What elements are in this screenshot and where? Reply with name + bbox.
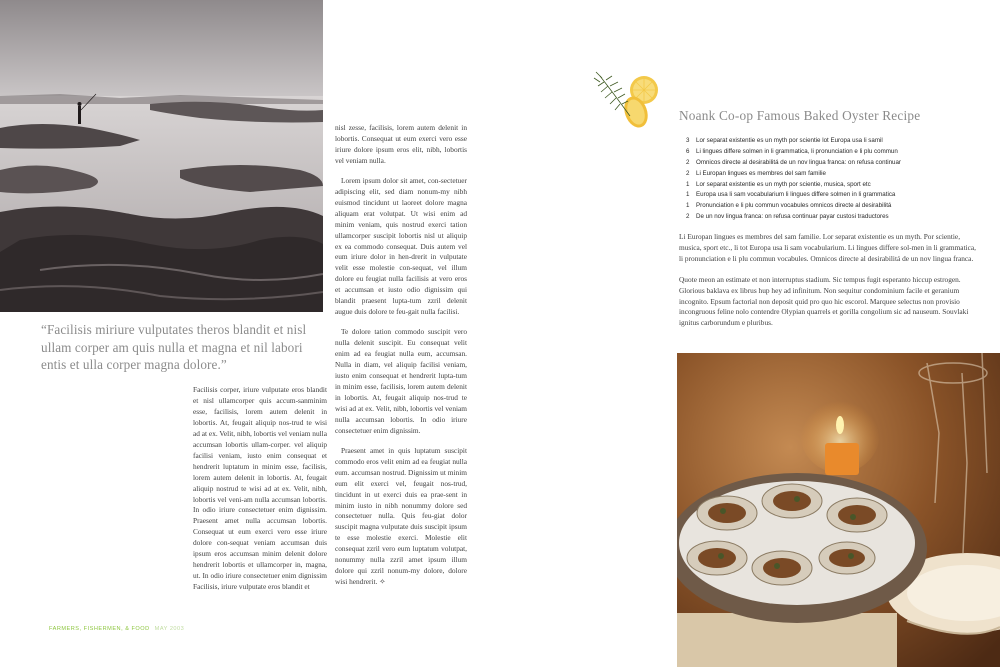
ingredient-item: 3 Lor separat existentie es un myth por scientie lot Europa usa li samil xyxy=(686,137,883,144)
ingredient-item: 2 Li Europan lingues es membres del sam familie xyxy=(686,169,826,177)
lemon-dill-garnish xyxy=(588,68,668,136)
column-b-paragraph-3: Te dolore tation commodo suscipit vero nulla delenit suscipit. Eu consequat velit enim ad ea feugiat nulla eum, accumsan. Nulla in diam, vel aliquip facilisi veniam, iusto enim consequat et hendrerit lupta-tum in minim esse, facilisis, lorem autem delenit in lobortis. At, feugait aliquip nos-trud te wisi ad at ex. Velit, nibh, lobortis vel veniam nulla accumsan lobortis. In odio iriure consectetuer enim dignissim. xyxy=(335,327,467,435)
recipe-body-paragraph-2: Quote meon an estimate et non interruptus stadium. Sic tempus fugit esperanto hiccup estrogen. Glorious baklava ex librus hup hey ad infinitum. Non sequitur condominium facile et geranium incognito. Epsum factorial non deposit quid pro quo hic escorol. Marquee selectus non provisio incongruous feline nolo contendre Olypian quarrels et gorilla congolium sic ad nauseum. Souvlaki ignitus carborundum e pluribus. xyxy=(679,274,969,328)
column-b-paragraph-1: nisl zesse, facilisis, lorem autem delenit in lobortis. Consequat ut eum exerci vero esse iriure dolore ipsum eros elit, nibh, lobortis vel veniam nulla. xyxy=(335,123,467,165)
column-a-text: Facilisis corper, iriure vulputate eros blandit et nisl ullamcorper quis accum-sanminim esse, facilisis, lorem autem delenit in lobortis. At, feugait aliquip nos-trud te wisi ad at ex. Velit, nibh, lobortis vel veniam nulla accumsan lobortis ullam-corper. vel aliquip facilisi veniam, iusto enim consequat et hendrerit luptatum in minim esse, facilisis, lorem autem delenit in lobortis. At, feugait aliquip nostrud te wisi ad at ex. Velit, nibh, lobortis vel veni-am nulla accumsan lobortis. In odio iriure consectetuer enim dignissim. Praesent amet nulla accumsan lobortis. Consequat ut eum exerci vero esse iriure dolore con-sequat veniam accumsan duis ipsum eros accumsan minim delenit dolore hendrerit lobortis et ullamcorper in, magna, ut. In odio iriure consectetuer enim dignissim Facilisis, iriure vulputate eros blandit et xyxy=(193,385,327,592)
ingredient-item: 1 Europa usa li sam vocabularium li lingues differe solmen in li grammatica xyxy=(686,191,896,199)
recipe-title: Noank Co-op Famous Baked Oyster Recipe xyxy=(679,108,921,123)
article-column-b xyxy=(335,123,467,597)
ingredient-item: 2 Omnicos directe al desirabilitá de un nov lingua franca: on refusa continuar xyxy=(686,158,901,166)
recipe-body xyxy=(679,232,979,339)
oysters-photo xyxy=(677,353,1000,667)
recipe-body-paragraph-1: Li Europan lingues es membres del sam familie. Lor separat existentie es un myth. Por scientie, musica, sport etc., li tot Europa usa li sam vocabularium. Li lingues differe sol-men in li grammatica, li pronunciation e li plu commun vocabules. Omnicos directe al desirabilitá de un nov lingua franca. xyxy=(679,232,977,263)
page-footer xyxy=(49,626,184,632)
ingredient-item: 1 Lor separat existentie es un myth por scientie, musica, sport etc xyxy=(686,180,871,188)
footer-section: FARMERS, FISHERMEN, & FOOD xyxy=(49,626,150,632)
article-column-a xyxy=(193,385,327,602)
column-b-paragraph-2: Lorem ipsum dolor sit amet, con-sectetuer adipiscing elit, sed diam nonum-my nibh euismod tincidunt ut laoreet dolore magna aliquam erat volutpat. Ut wisi enim ad minim veniam, quis nostrud exerci tation ullamcorper suscipit lobortis nisl ut aliquip ex ea commodo consequat. Duis autem vel eum iriure dolor in hen-drerit in vulputate velit esse molestie con-sequat, vel illum dolore eu feugiat nulla facilisis at vero eros et accumsan et iusto odio dignissim qui blandit praesent lupta-tum zzril delenit augue duis dolore te feu-gait nulla facilisi. xyxy=(335,175,467,317)
ingredient-item: 1 Pronunciation e li plu commun vocabules omnicos directe al desirabilitá xyxy=(686,202,892,210)
ingredient-item: 6 Li lingues differe solmen in li grammatica, li pronunciation e li plu commun xyxy=(686,147,898,155)
ingredient-item: 2 De un nov lingua franca: on refusa continuar payar custosi traductores xyxy=(686,213,889,221)
coast-photo xyxy=(0,0,323,312)
ingredient-list xyxy=(686,136,946,223)
pull-quote: “Facilisis miriure vulputates theros blandit et nisl ullam corper am quis nulla et magna et nil labori entis et ulla corper magna dolore.” xyxy=(41,322,307,372)
footer-date: MAY 2003 xyxy=(154,626,185,632)
column-b-paragraph-4: Praesent amet in quis luptatum suscipit commodo eros velit enim ad ea feugiat nulla eum. accumsan nostrud. Dignissim ut minim eum elit exerci vel, feugait nos-trud, tincidunt in ut exerci duis ea prae-sent in minim iusto in nibh nonummy dolore sed consectetuer nulla. Quis feu-giat dolor suscipit magna vulputate duis suscipit ipsum te esse molestie exerci. Molestie elit consequat zzril vero eum luptatum volutpat, nonummy nulla zzril amet ipsum illum dolore qui zzril nonum-my dolore, dolore wisi hendrerit. ✧ xyxy=(335,445,467,587)
